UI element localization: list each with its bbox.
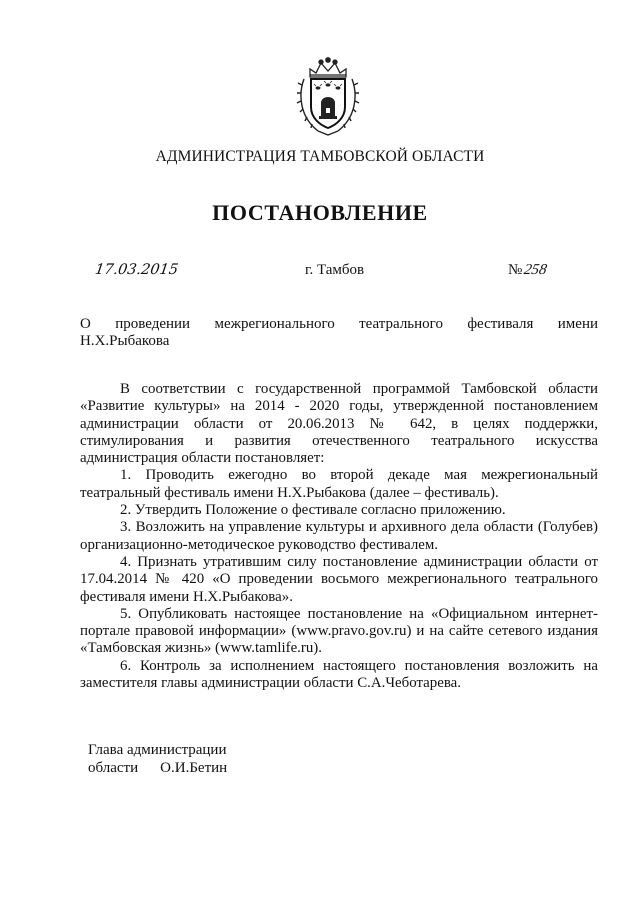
number-sign: № bbox=[508, 262, 523, 278]
signer-position-area: области bbox=[88, 760, 139, 776]
resolution-item-5: 5. Опубликовать настоящее постановление на «Официальном интернет-портале правовой информации» (www.pravo.gov.ru) и на сайте сетевого издания «Тамбовская жизнь» (www.tamlife.ru). bbox=[80, 605, 598, 657]
resolution-item-4: 4. Признать утратившим силу постановление администрации области от 17.04.2014 № 420 «О проведении восьмого межрегионального театрального фестиваля имени Н.Х.Рыбакова». bbox=[80, 553, 598, 605]
document-city: г. Тамбов bbox=[305, 262, 365, 278]
preamble-paragraph: В соответствии с государственной программой Тамбовской области «Развитие культуры» на 2014 - 2020 годы, утвержденной постановлением администрации области от 20.06.2013 № 642, в целях поддержки, стимулирования и развития отечественного театрального искусства администрация области постановляет: bbox=[80, 381, 598, 467]
document-body bbox=[80, 381, 598, 692]
signer-position-line-1: Глава администрации bbox=[88, 742, 227, 758]
resolution-item-1: 1. Проводить ежегодно во второй декаде мая межрегиональный театральный фестиваль имени Н.Х.Рыбакова (далее – фестиваль). bbox=[80, 467, 598, 501]
document-number bbox=[508, 262, 547, 279]
signature-block bbox=[88, 741, 227, 777]
resolution-item-2: 2. Утвердить Положение о фестивале согласно приложению. bbox=[120, 502, 506, 519]
document-type-title: ПОСТАНОВЛЕНИЕ bbox=[212, 200, 428, 225]
document-date: 17.03.2015 bbox=[93, 262, 180, 278]
resolution-item-3: 3. Возложить на управление культуры и архивного дела области (Голубев) организационно-методическое руководство фестивалем. bbox=[80, 519, 598, 553]
organization-title: АДМИНИСТРАЦИЯ ТАМБОВСКОЙ ОБЛАСТИ bbox=[155, 148, 485, 165]
document-subject-line-1: О проведении межрегионального театрального фестиваля имени bbox=[80, 316, 598, 332]
signer-position-line-2 bbox=[88, 759, 227, 777]
number-value: 258 bbox=[522, 262, 549, 278]
coat-of-arms-icon bbox=[296, 55, 360, 137]
resolution-item-6: 6. Контроль за исполнением настоящего постановления возложить на заместителя главы администрации области С.А.Чеботарева. bbox=[80, 657, 598, 692]
signer-name: О.И.Бетин bbox=[160, 760, 228, 776]
document-subject-line-2: Н.Х.Рыбакова bbox=[80, 333, 170, 349]
